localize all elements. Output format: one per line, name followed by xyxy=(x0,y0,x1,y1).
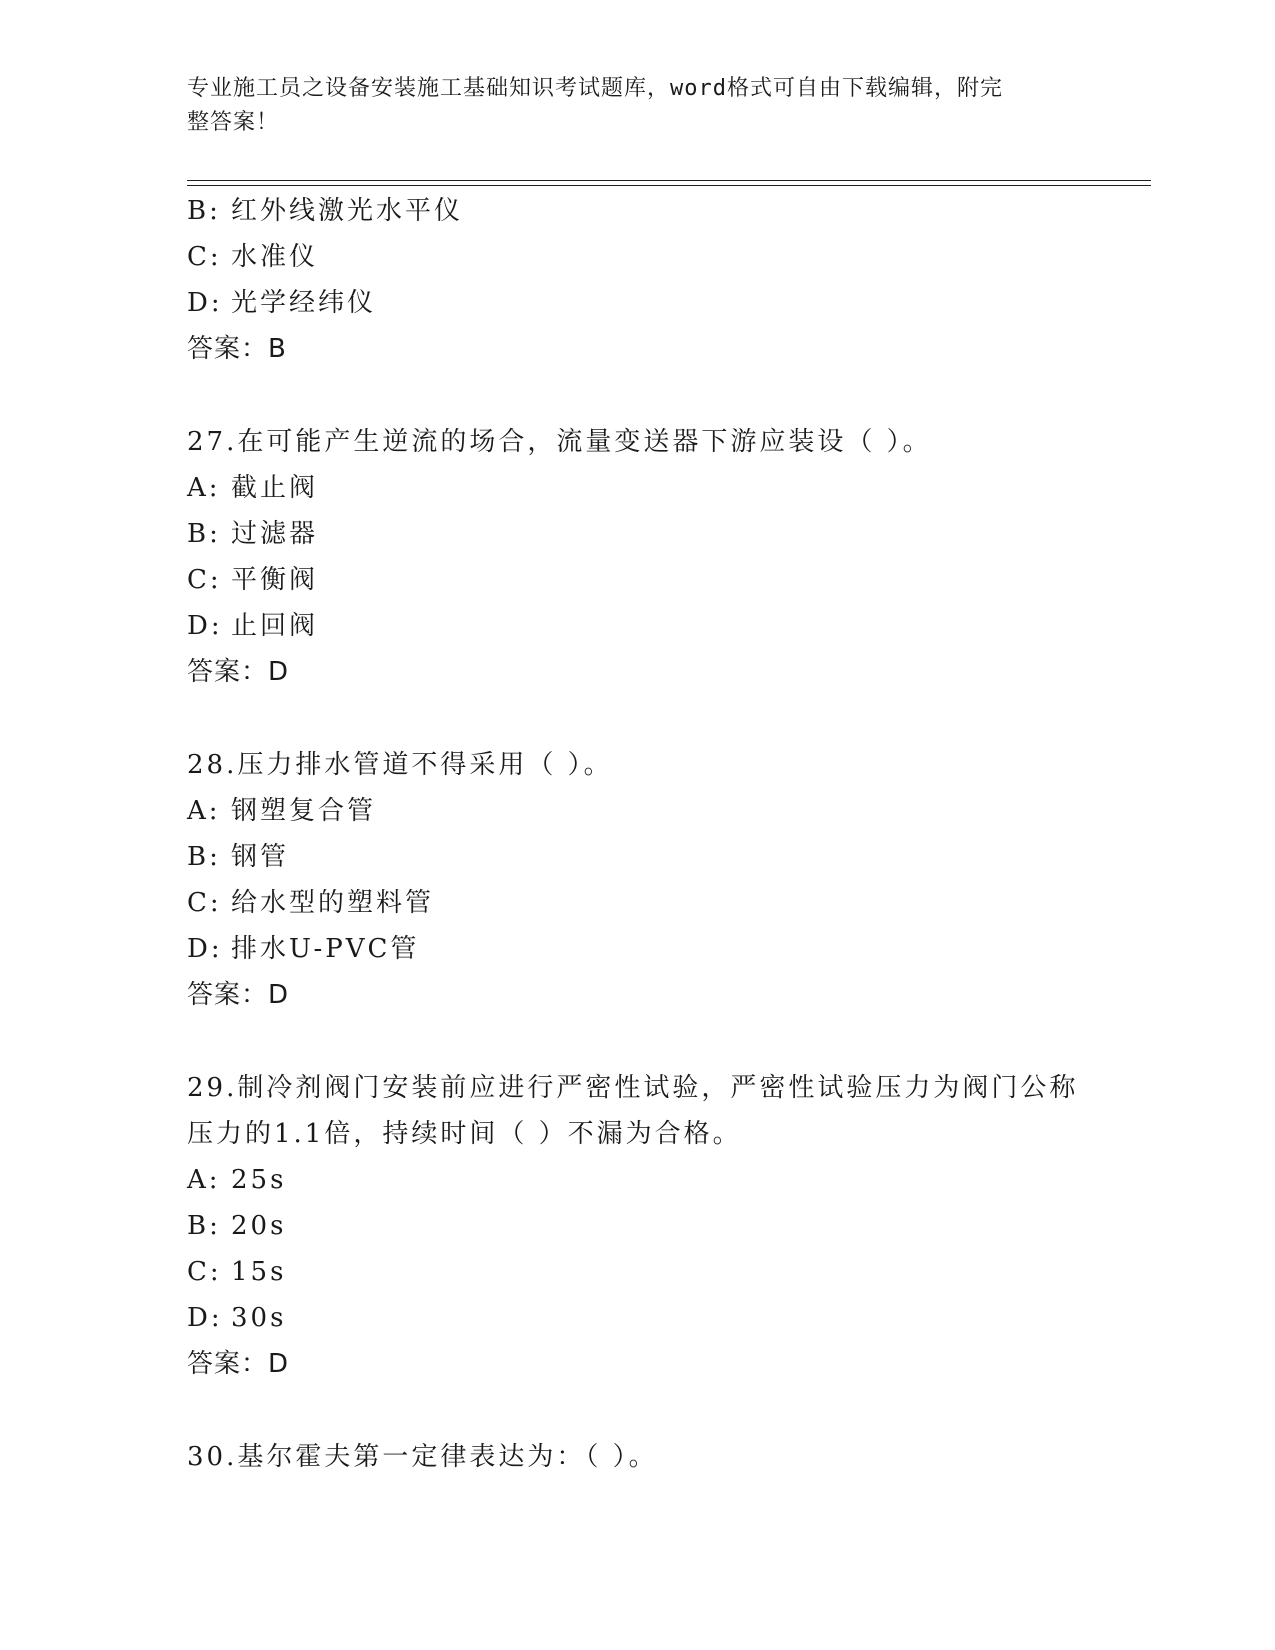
question-list xyxy=(187,188,1087,1480)
option-text: 截止阀 xyxy=(231,473,319,503)
header-line-1: 专业施工员之设备安装施工基础知识考试题库，word格式可自由下载编辑，附完 xyxy=(187,76,1003,101)
option-text: 25s xyxy=(231,1165,287,1195)
option-a xyxy=(187,1157,1087,1203)
option-text: 15s xyxy=(231,1257,287,1287)
option-text: 过滤器 xyxy=(231,519,319,549)
option-text: 30s xyxy=(231,1303,287,1333)
option-b xyxy=(187,834,1087,880)
option-label: C: xyxy=(187,888,222,918)
option-text: 止回阀 xyxy=(231,611,319,641)
question-text: 28.压力排水管道不得采用（ ）。 xyxy=(187,750,613,780)
answer-line: 答案：D xyxy=(187,980,290,1010)
option-a xyxy=(187,788,1087,834)
question-text-line-2: 压力的1.1倍，持续时间（ ）不漏为合格。 xyxy=(187,1119,742,1149)
option-label: C: xyxy=(187,565,222,595)
header-divider-bottom xyxy=(187,185,1151,186)
option-label: B: xyxy=(187,519,221,549)
option-label: A: xyxy=(187,796,221,826)
question-30 xyxy=(187,1434,1087,1480)
question-text: 30.基尔霍夫第一定律表达为：（ ）。 xyxy=(187,1442,658,1472)
option-label: C: xyxy=(187,1257,222,1287)
option-text: 平衡阀 xyxy=(231,565,319,595)
header-divider-top xyxy=(187,180,1151,181)
option-label: B: xyxy=(187,842,221,872)
option-b xyxy=(187,188,1087,234)
partial-question xyxy=(187,188,1087,372)
option-c xyxy=(187,557,1087,603)
option-text: 给水型的塑料管 xyxy=(231,888,435,918)
option-label: D: xyxy=(187,288,223,318)
option-text: 排水U-PVC管 xyxy=(231,934,420,964)
answer-line: 答案：D xyxy=(187,657,290,687)
option-label: B: xyxy=(187,196,221,226)
answer-line: 答案：D xyxy=(187,1349,290,1379)
option-b xyxy=(187,1203,1087,1249)
option-label: A: xyxy=(187,1165,221,1195)
option-label: D: xyxy=(187,934,223,964)
option-d xyxy=(187,603,1087,649)
option-d xyxy=(187,280,1087,326)
option-text: 钢管 xyxy=(231,842,290,872)
option-b xyxy=(187,511,1087,557)
question-28 xyxy=(187,742,1087,1018)
option-c xyxy=(187,1249,1087,1295)
option-label: A: xyxy=(187,473,221,503)
option-text: 20s xyxy=(231,1211,287,1241)
option-label: D: xyxy=(187,611,223,641)
option-text: 光学经纬仪 xyxy=(231,288,377,318)
option-text: 钢塑复合管 xyxy=(231,796,377,826)
option-c xyxy=(187,880,1087,926)
option-d xyxy=(187,926,1087,972)
answer-line: 答案：B xyxy=(187,334,287,364)
option-c xyxy=(187,234,1087,280)
question-text: 27.在可能产生逆流的场合，流量变送器下游应装设（ ）。 xyxy=(187,427,932,457)
option-label: B: xyxy=(187,1211,221,1241)
document-header xyxy=(187,72,1067,140)
option-d xyxy=(187,1295,1087,1341)
question-27 xyxy=(187,419,1087,695)
header-line-2: 整答案！ xyxy=(187,110,280,135)
option-label: D: xyxy=(187,1303,223,1333)
option-text: 红外线激光水平仪 xyxy=(231,196,464,226)
question-29 xyxy=(187,1065,1087,1387)
question-text-line-1: 29.制冷剂阀门安装前应进行严密性试验，严密性试验压力为阀门公称 xyxy=(187,1073,1079,1103)
option-a xyxy=(187,465,1087,511)
option-text: 水准仪 xyxy=(231,242,319,272)
option-label: C: xyxy=(187,242,222,272)
